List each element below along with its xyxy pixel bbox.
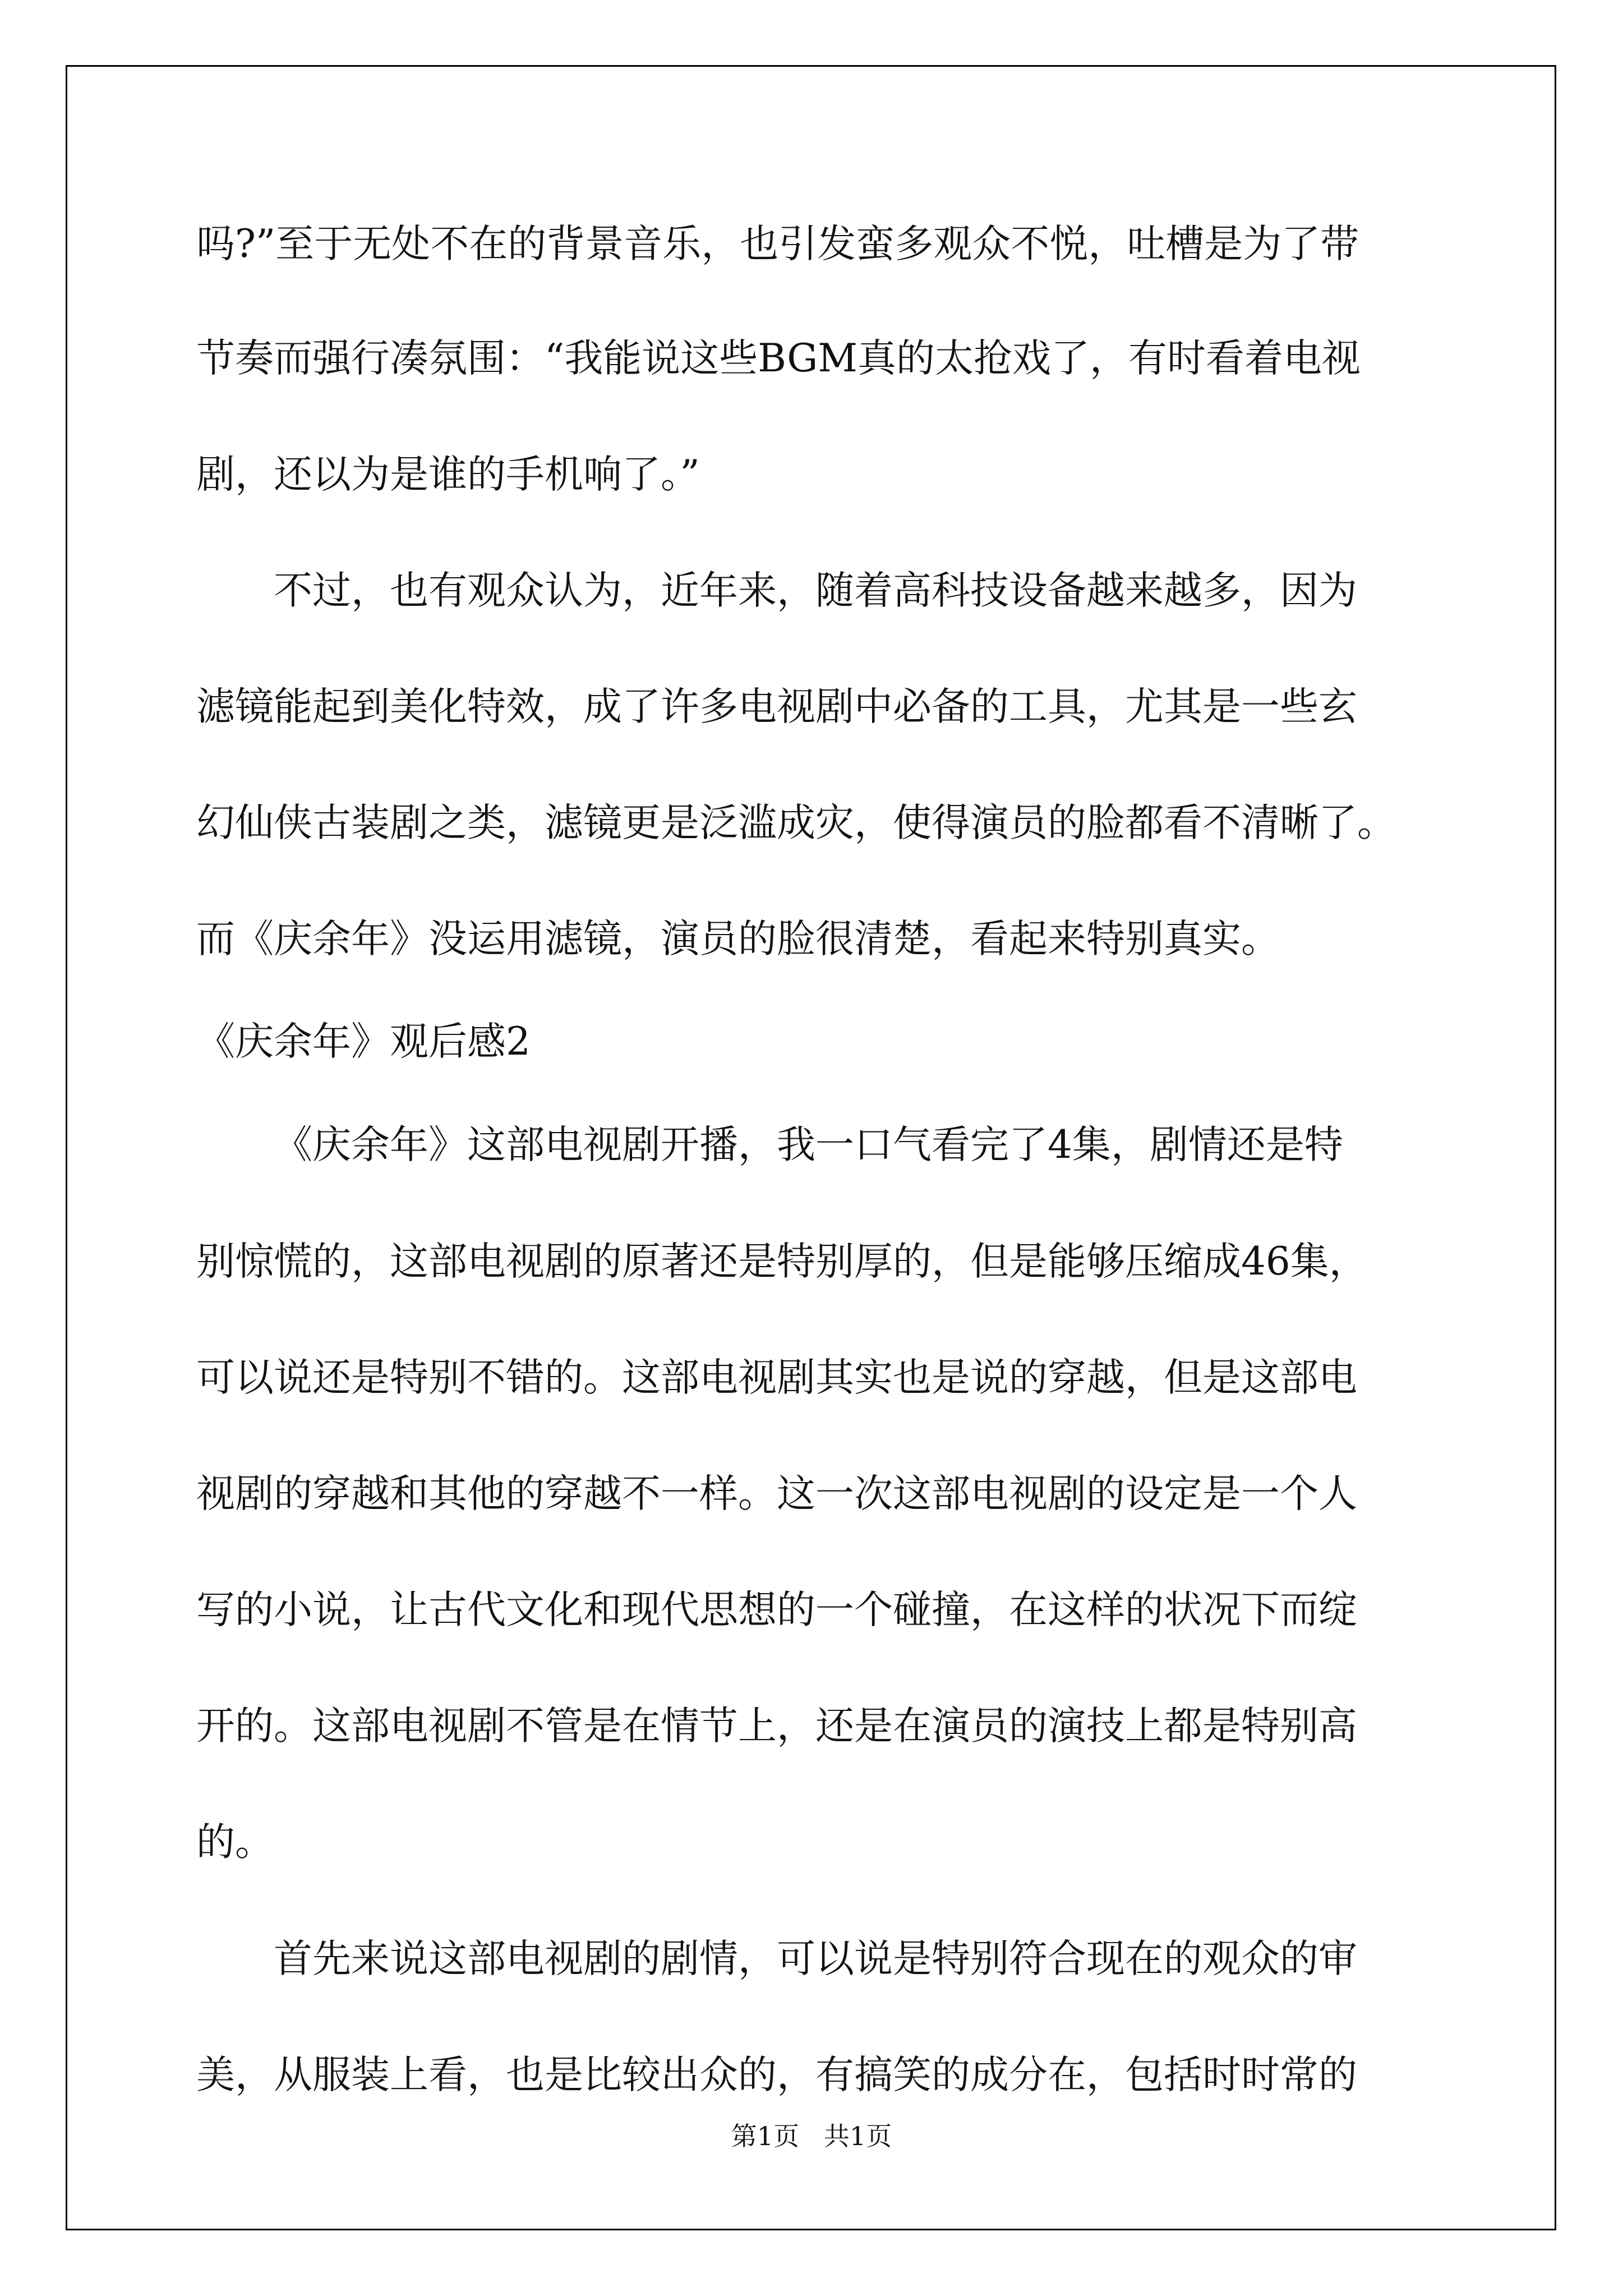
text-line: 幻仙侠古装剧之类，滤镜更是泛滥成灾，使得演员的脸都看不清晰了。	[196, 800, 1396, 845]
section-heading: 《庆余年》观后感2	[196, 1019, 531, 1064]
text-line: 美，从服装上看，也是比较出众的，有搞笑的成分在，包括时时常的	[196, 2053, 1357, 2097]
text-line: 而《庆余年》没运用滤镜，演员的脸很清楚，看起来特别真实。	[196, 917, 1280, 961]
text-line: 不过，也有观众认为，近年来，随着高科技设备越来越多，因为	[274, 568, 1357, 613]
text-line: 写的小说，让古代文化和现代思想的一个碰撞，在这样的状况下而绽	[196, 1588, 1357, 1632]
text-line: 的。	[196, 1820, 274, 1865]
text-line: 别惊慌的，这部电视剧的原著还是特别厚的，但是能够压缩成46集，	[196, 1239, 1368, 1284]
text-line: 滤镜能起到美化特效，成了许多电视剧中必备的工具，尤其是一些玄	[196, 684, 1357, 729]
text-line: 节奏而强行凑氛围：“我能说这些BGM真的太抢戏了，有时看着电视	[196, 336, 1361, 381]
page-number: 第1页 共1页	[731, 2121, 892, 2151]
text-line: 视剧的穿越和其他的穿越不一样。这一次这部电视剧的设定是一个人	[196, 1471, 1357, 1516]
text-line: 可以说还是特别不错的。这部电视剧其实也是说的穿越，但是这部电	[196, 1355, 1357, 1400]
text-line: 《庆余年》这部电视剧开播，我一口气看完了4集，剧情还是特	[274, 1122, 1343, 1167]
text-line: 开的。这部电视剧不管是在情节上，还是在演员的演技上都是特别高	[196, 1704, 1357, 1749]
text-line: 剧，还以为是谁的手机响了。”	[196, 452, 700, 497]
text-line: 吗?”至于无处不在的背景音乐，也引发蛮多观众不悦，吐槽是为了带	[196, 222, 1359, 266]
text-line: 首先来说这部电视剧的剧情，可以说是特别符合现在的观众的审	[274, 1936, 1357, 1981]
